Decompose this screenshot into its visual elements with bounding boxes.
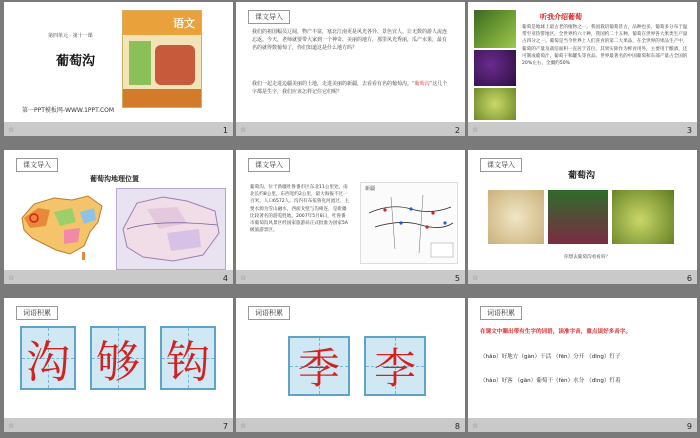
slide-number: 1 bbox=[222, 126, 228, 135]
slide-note-icon[interactable]: ☆ bbox=[240, 126, 247, 134]
slide-status-bar bbox=[468, 122, 697, 136]
section-heading: 听我介绍葡萄 bbox=[540, 13, 582, 21]
slide-1-thumbnail[interactable] bbox=[4, 2, 233, 136]
slide-number: 2 bbox=[454, 126, 460, 135]
character: 钩 bbox=[166, 337, 210, 388]
character: 李 bbox=[373, 344, 416, 393]
slide-note-icon[interactable]: ☆ bbox=[472, 422, 479, 430]
slide-status-bar bbox=[4, 270, 233, 284]
slide-note-icon[interactable]: ☆ bbox=[8, 422, 15, 430]
china-map-image bbox=[14, 188, 110, 268]
raisin-photo bbox=[488, 190, 544, 244]
green-grape-photo bbox=[612, 190, 674, 244]
slide-title: 葡萄沟 bbox=[56, 54, 96, 69]
character-card bbox=[160, 326, 216, 390]
pinyin-row: （hǎo）好地方（gàn）干活 （fēn）分开 （dīng）钉子 bbox=[480, 354, 621, 360]
slide-note-icon[interactable]: ☆ bbox=[8, 126, 15, 134]
section-tag: 课文导入 bbox=[248, 158, 290, 172]
textbook-cover-image bbox=[122, 10, 202, 108]
character-card bbox=[20, 326, 76, 390]
highlight-text: “葡萄沟” bbox=[412, 81, 433, 87]
grape-vine-photo bbox=[548, 190, 608, 244]
slide-note-icon[interactable]: ☆ bbox=[472, 274, 479, 282]
slide-number: 4 bbox=[222, 274, 228, 283]
slide-status-bar bbox=[236, 122, 465, 136]
slide-6-thumbnail[interactable] bbox=[468, 150, 697, 284]
website-footer: 第一PPT模板网-WWW.1PPT.COM bbox=[22, 107, 115, 114]
slide-title: 葡萄沟 bbox=[568, 171, 596, 181]
slide-note-icon[interactable]: ☆ bbox=[240, 274, 247, 282]
slide-number: 5 bbox=[454, 274, 460, 283]
para-text: 我们一起走进边疆美丽的土地，走进美丽的新疆，去看看有名的葡萄沟。 bbox=[252, 81, 413, 87]
slide-number: 3 bbox=[686, 126, 692, 135]
slide-status-bar bbox=[236, 270, 465, 284]
slide-note-icon[interactable]: ☆ bbox=[8, 274, 15, 282]
section-tag: 词语积累 bbox=[248, 306, 290, 320]
cover-title: 语文 bbox=[173, 17, 195, 30]
slide-8-thumbnail[interactable] bbox=[236, 298, 465, 432]
slide-5-thumbnail[interactable] bbox=[236, 150, 465, 284]
grape-photo bbox=[474, 10, 516, 48]
slide-number: 8 bbox=[454, 422, 460, 431]
para-text: 这几个字都是生字，我们应该怎样记住它们呢？ bbox=[252, 81, 448, 95]
slide-status-bar bbox=[4, 122, 233, 136]
map-title: 新疆 bbox=[365, 186, 376, 192]
instruction-text: 在课文中圈出带有生字的词语，读准字音，重点读好多音字。 bbox=[480, 329, 632, 335]
intro-paragraph: 我们的祖国幅员辽阔，物产丰富，塞北江南更是风光各异、景色宜人。让无数的游人流连忘返。今天，老师就要带大家到一个神奇、美丽的地方，那里风光秀丽，瓜产水果，最有名的就得数葡萄了，你们知道这是什么地方吗？ bbox=[252, 29, 448, 51]
slide-number: 6 bbox=[686, 274, 692, 283]
slide-note-icon[interactable]: ☆ bbox=[240, 422, 247, 430]
slide-status-bar bbox=[468, 270, 697, 284]
location-paragraph: 葡萄沟，位于新疆吐鲁番市区东北11公里处，南北长约8公里，东西宽约2公里，最大海拔不过一百米，人口6572人。沟内有布依鲁克河流过，主要水源为雪山融水，西面戈壁与沟相连，是新疆比较著名的游览胜地。2007年5月8日，吐鲁番市葡萄沟风景区经国家旅游局正式批准为国家5A级旅游景区。 bbox=[250, 185, 349, 234]
section-tag: 课文导入 bbox=[248, 10, 290, 24]
character-card bbox=[288, 336, 350, 396]
slide-7-thumbnail[interactable] bbox=[4, 298, 233, 432]
character: 季 bbox=[297, 344, 340, 393]
slide-number: 7 bbox=[222, 422, 228, 431]
xinjiang-route-map bbox=[360, 182, 458, 264]
section-tag: 课文导入 bbox=[16, 158, 58, 172]
slide-9-thumbnail[interactable] bbox=[468, 298, 697, 432]
grape-photo bbox=[474, 88, 516, 120]
slide-title: 葡萄沟地理位置 bbox=[90, 175, 139, 183]
unit-label: 第四单元 · 第十一课 bbox=[48, 33, 93, 39]
slide-status-bar bbox=[4, 418, 233, 432]
xinjiang-map-image bbox=[116, 188, 226, 270]
pinyin-row: （hào）好客 （gān）葡萄干（fèn）水分 （dìng）钉着 bbox=[480, 378, 621, 384]
character-card bbox=[364, 336, 426, 396]
image-caption: 你想去葡萄沟看看吗？ bbox=[564, 255, 610, 260]
slide-number: 9 bbox=[686, 422, 692, 431]
slide-note-icon[interactable]: ☆ bbox=[472, 126, 479, 134]
slide-2-thumbnail[interactable] bbox=[236, 2, 465, 136]
grape-photo bbox=[474, 50, 516, 86]
character-card bbox=[90, 326, 146, 390]
slide-status-bar bbox=[468, 418, 697, 432]
section-tag: 词语积累 bbox=[480, 306, 522, 320]
section-tag: 课文导入 bbox=[480, 158, 522, 172]
intro-paragraph-2 bbox=[252, 80, 448, 96]
slide-3-thumbnail[interactable] bbox=[468, 2, 697, 136]
character: 沟 bbox=[26, 337, 70, 388]
grape-intro-text: 葡萄是地球上最古老的植物之一。我国栽培葡萄甚古，品种也多。葡萄多分布于温带至亚热带地区，全世界约六十种，我国约二十五种。葡萄在世界各大果类生产量占四分之一。葡萄是当今世界上人们喜食的第二大果品，在全世界的果品生产中，葡萄的产量及栽培面积一直居于首位。其果实除作为鲜食用外，主要用于酿酒，还可制成葡萄汁、葡萄干和罐头等食品。世界最著名的中国葡萄和东部产量占全国的20%左右，全疆约50% bbox=[522, 25, 688, 67]
character: 够 bbox=[96, 337, 140, 388]
slide-status-bar bbox=[236, 418, 465, 432]
section-tag: 词语积累 bbox=[16, 306, 58, 320]
slide-4-thumbnail[interactable] bbox=[4, 150, 233, 284]
